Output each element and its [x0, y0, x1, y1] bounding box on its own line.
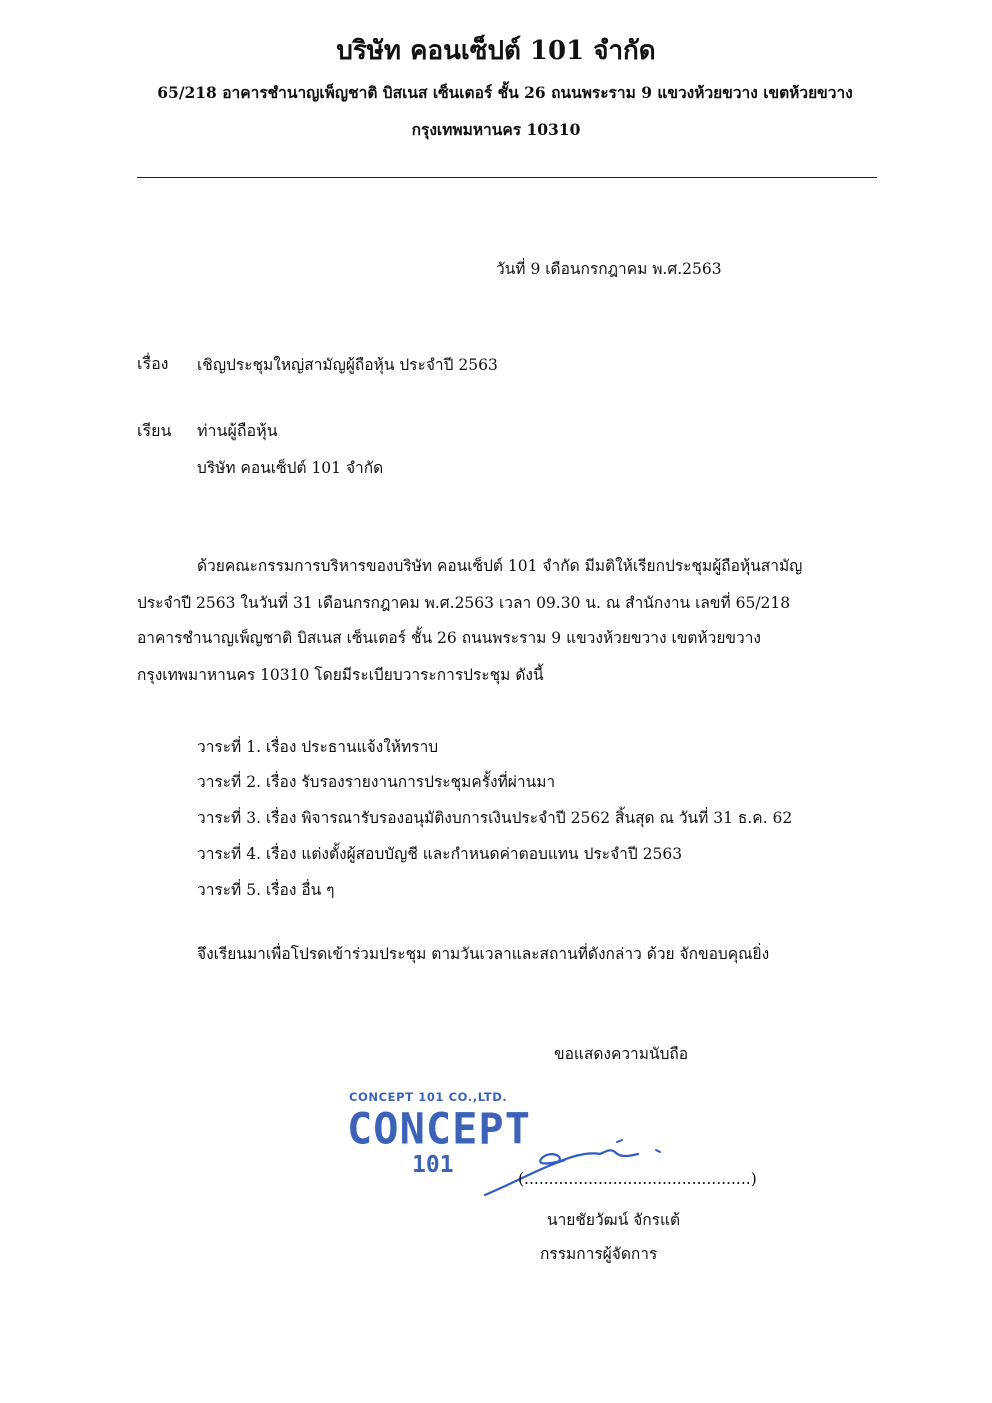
- agenda-item-4: วาระที่ 4. เรื่อง แต่งตั้งผู้สอบบัญชี และกำหนดค่าตอบแทน ประจำปี 2563: [197, 845, 683, 863]
- recipient-label: เรียน: [137, 421, 172, 440]
- company-name: บริษัท คอนเซ็ปต์ 101 จำกัด: [336, 36, 656, 66]
- agenda-item-2: วาระที่ 2. เรื่อง รับรองรายงานการประชุมครั้งที่ผ่านมา: [197, 773, 556, 791]
- signer-title: กรรมการผู้จัดการ: [540, 1245, 658, 1263]
- signature-line: (..............................................): [518, 1170, 757, 1188]
- agenda-item-1: วาระที่ 1. เรื่อง ประธานแจ้งให้ทราบ: [197, 738, 439, 756]
- stamp-company-text: CONCEPT 101 CO.,LTD.: [349, 1090, 508, 1104]
- company-address-line1: 65/218 อาคารชำนาญเพ็ญชาติ บิสเนส เซ็นเตอร์ ชั้น 26 ถนนพระราม 9 แขวงห้วยขวาง เขตห้วยขวาง: [157, 83, 853, 102]
- stamp-logo-text: CONCEPT: [347, 1103, 532, 1154]
- signer-name: นายชัยวัฒน์ จักรแต้: [547, 1211, 681, 1229]
- recipient-line1: ท่านผู้ถือหุ้น: [197, 421, 278, 440]
- stamp-number-text: 101: [412, 1152, 454, 1178]
- recipient-line2: บริษัท คอนเซ็ปต์ 101 จำกัด: [197, 459, 384, 477]
- closing-sentence: จึงเรียนมาเพื่อโปรดเข้าร่วมประชุม ตามวันเวลาและสถานที่ดังกล่าว ด้วย จักขอบคุณยิ่ง: [197, 945, 770, 963]
- company-address-line2: กรุงเทพมหานคร 10310: [411, 120, 581, 139]
- body-line3: อาคารชำนาญเพ็ญชาติ บิสเนส เซ็นเตอร์ ชั้น 26 ถนนพระราม 9 แขวงห้วยขวาง เขตห้วยขวาง: [137, 629, 761, 647]
- agenda-item-3: วาระที่ 3. เรื่อง พิจารณารับรองอนุมัติงบการเงินประจำปี 2562 สิ้นสุด ณ วันที่ 31 ธ.ค. 62: [197, 809, 793, 827]
- regards-text: ขอแสดงความนับถือ: [554, 1045, 689, 1063]
- subject-text: เชิญประชุมใหญ่สามัญผู้ถือหุ้น ประจำปี 2563: [197, 356, 498, 374]
- header-divider: [137, 177, 877, 178]
- letter-date: วันที่ 9 เดือนกรกฎาคม พ.ศ.2563: [496, 260, 722, 278]
- body-line1: ด้วยคณะกรรมการบริหารของบริษัท คอนเซ็ปต์ 101 จำกัด มีมติให้เรียกประชุมผู้ถือหุ้นสามัญ: [197, 557, 803, 575]
- subject-label: เรื่อง: [137, 354, 169, 373]
- body-line4: กรุงเทพมาหานคร 10310 โดยมีระเบียบวาระการประชุม ดังนี้: [137, 666, 544, 684]
- body-line2: ประจำปี 2563 ในวันที่ 31 เดือนกรกฎาคม พ.ศ.2563 เวลา 09.30 น. ณ สำนักงาน เลขที่ 65/218: [137, 594, 791, 612]
- handwritten-signature: [480, 1130, 680, 1200]
- agenda-item-5: วาระที่ 5. เรื่อง อื่น ๆ: [197, 881, 335, 899]
